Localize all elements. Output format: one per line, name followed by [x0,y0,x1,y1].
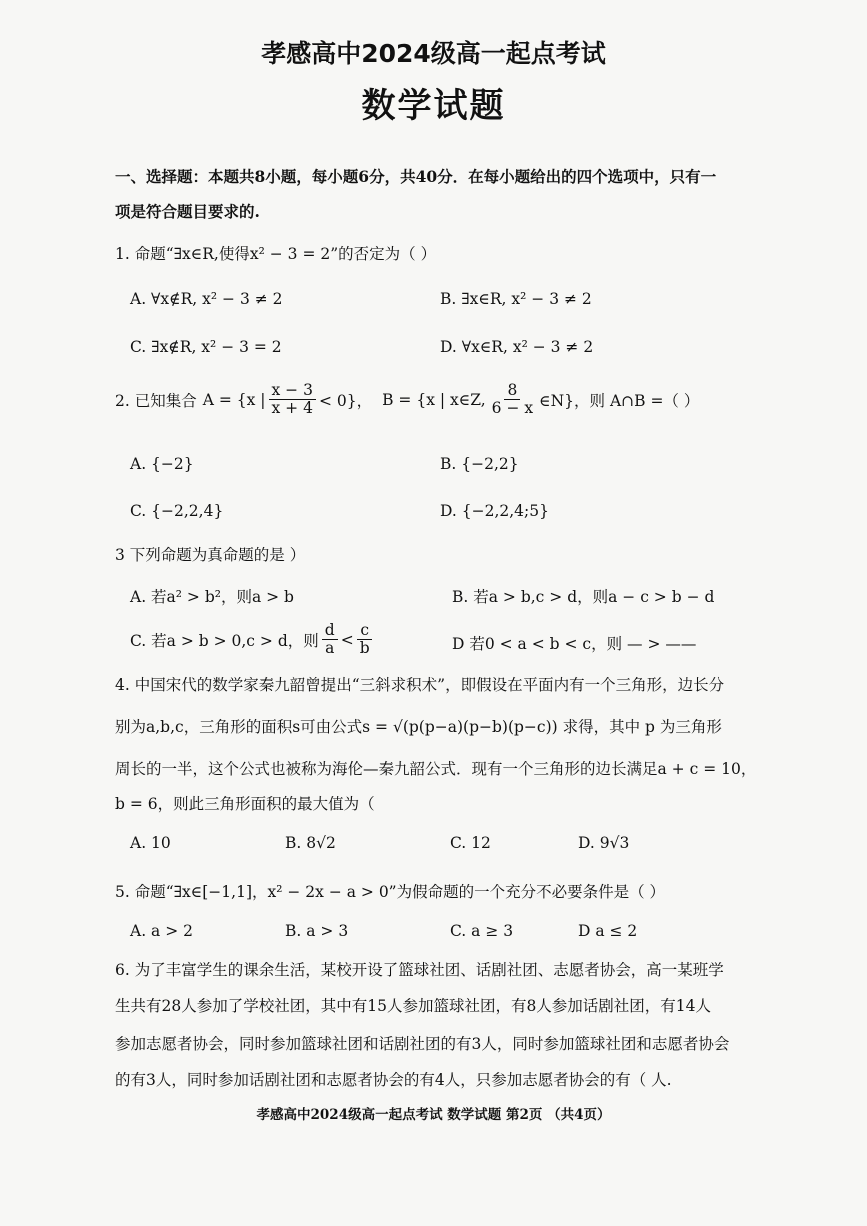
q3-c-f2-denominator: b [359,639,370,658]
q6-line4: 的有3人，同时参加话剧社团和志愿者协会的有4人，只参加志愿者协会的有（ 人. [115,1071,672,1089]
q3-option-c-lt: < [340,630,354,649]
q4-line1: 4. 中国宋代的数学家秦九韶曾提出“三斜求积术”，即假设在平面内有一个三角形，边长分 [115,676,725,694]
subject-title: 数学试题 [361,86,506,126]
q3-option-a: A. 若a² > b²，则a > b [130,588,294,606]
q2-set-a-fraction [269,382,316,417]
q2-stem [115,382,699,417]
q1-option-d: D. ∀x∈R, x² − 3 ≠ 2 [440,338,594,356]
q3-c-f2-numerator: c [357,622,372,640]
q3-option-c-prefix: C. 若a > b > 0,c > d，则 [130,631,319,650]
q4-option-c: C. 12 [450,834,491,852]
page-footer: 孝感高中2024级高一起点考试 数学试题 第2页 （共4页） [256,1107,611,1123]
q4-option-d: D. 9√3 [578,834,630,852]
q3-option-d: D 若0 < a < b < c，则 — > —— [452,635,697,653]
q3-stem: 3 下列命题为真命题的是 ） [115,546,306,564]
q5-option-d: D a ≤ 2 [578,922,638,940]
q6-line2: 生共有28人参加了学校社团，其中有15人参加篮球社团，有8人参加话剧社团，有14人 [115,997,712,1015]
q4-line2: 别为a,b,c，三角形的面积s可由公式s = √(p(p−a)(p−b)(p−c)) 求得，其中 p 为三角形 [115,718,722,736]
q1-option-b: B. ∃x∈R, x² − 3 ≠ 2 [440,290,592,308]
q3-option-b: B. 若a > b,c > d，则a − c > b − d [452,588,715,606]
q2-frac-b-numerator: 8 [504,382,520,400]
q5-option-b: B. a > 3 [285,922,349,940]
q5-stem: 5. 命题“∃x∈[−1,1]，x² − 2x − a > 0”为假命题的一个充分不必要条件是（ ） [115,883,666,901]
q2-set-a-left: A = {x | [202,390,266,409]
q1-option-c: C. ∃x∉R, x² − 3 = 2 [130,338,282,356]
q3-c-f1-denominator: a [325,639,335,658]
q4-line3: 周长的一半，这个公式也被称为海伦—秦九韶公式．现有一个三角形的边长满足a + c = 10， [115,760,757,778]
q2-set-b-fraction [489,382,536,417]
q2-option-b: B. {−2,2} [440,455,519,473]
q2-option-c: C. {−2,2,4} [130,502,224,520]
q4-line4: b = 6，则此三角形面积的最大值为（ [115,795,375,813]
q4-option-b: B. 8√2 [285,834,336,852]
q2-prefix: 2. 已知集合 [115,391,197,410]
q2-frac-b-denominator: 6 − x [491,399,534,418]
q3-option-c [130,622,376,657]
q5-option-a: A. a > 2 [130,922,193,940]
q5-option-c: C. a ≥ 3 [450,922,514,940]
q2-set-b-left: B = {x | x∈Z, [382,390,486,409]
section1-intro-line1: 一、选择题：本题共8小题，每小题6分，共40分．在每小题给出的四个选项中，只有一 [115,167,717,186]
q2-frac-a-numerator: x − 3 [269,382,316,400]
q1-stem: 1. 命题“∃x∈R,使得x² − 3 = 2”的否定为（ ） [115,245,437,263]
section1-intro-line2: 项是符合题目要求的. [115,202,260,221]
q6-line3: 参加志愿者协会，同时参加篮球社团和话剧社团的有3人，同时参加篮球社团和志愿者协会 [115,1035,730,1053]
q2-option-d: D. {−2,2,4;5} [440,502,549,520]
q2-frac-a-denominator: x + 4 [271,399,313,418]
q3-c-f1-numerator: d [322,622,338,640]
q1-option-a: A. ∀x∉R, x² − 3 ≠ 2 [130,290,283,308]
exam-title: 孝感高中2024级高一起点考试 [261,39,606,68]
q6-line1: 6. 为了丰富学生的课余生活，某校开设了篮球社团、话剧社团、志愿者协会，高一某班学 [115,961,724,979]
q3-option-c-fraction-1 [322,622,338,657]
q2-option-a: A. {−2} [130,455,194,473]
q2-set-a-right: < 0}， [318,391,373,410]
q3-option-c-fraction-2 [357,622,373,657]
q4-option-a: A. 10 [130,834,171,852]
q2-set-b-right: ∈N}，则 A∩B =（ ） [539,391,700,410]
